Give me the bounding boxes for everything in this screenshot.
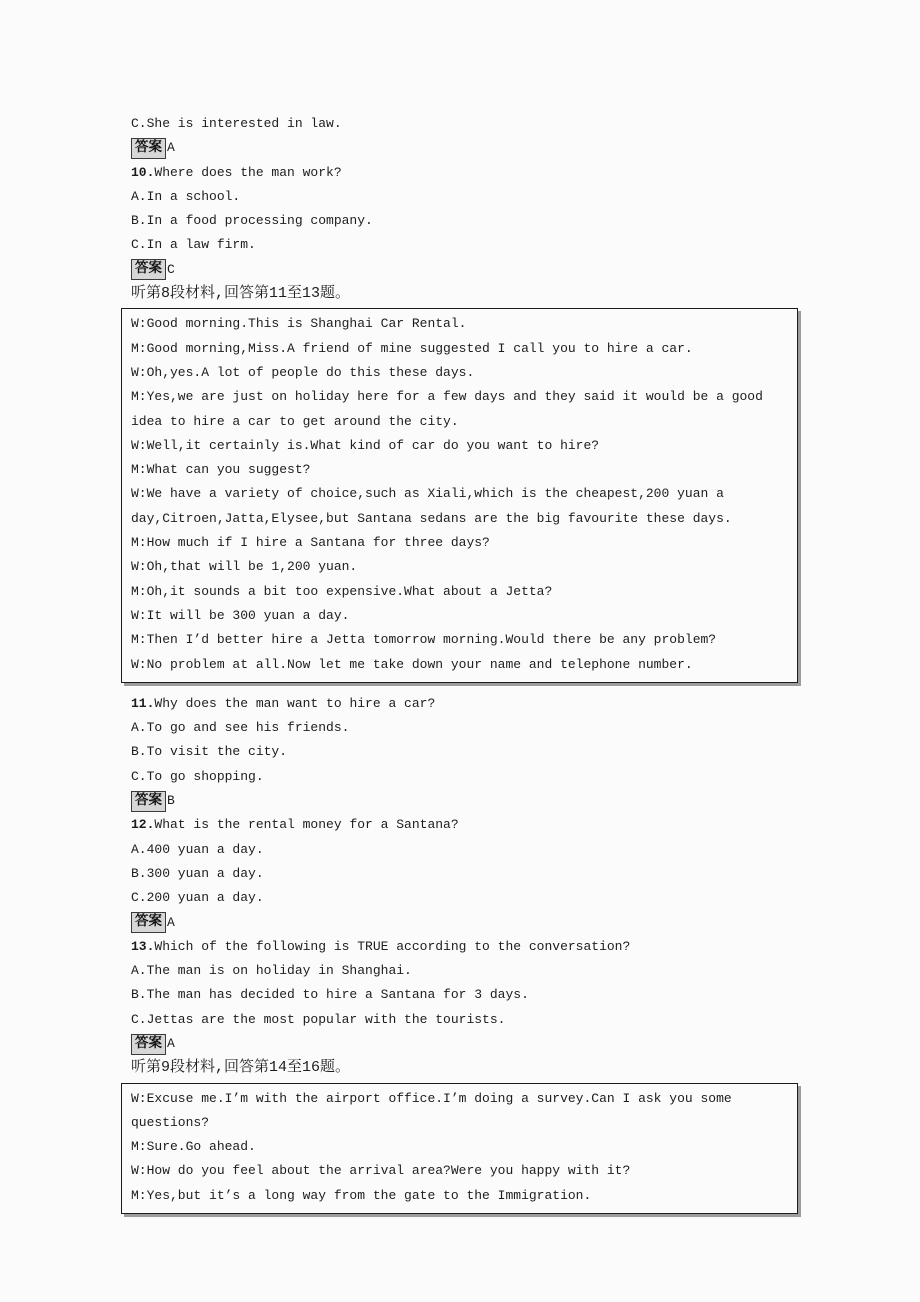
transcript-line: M:Sure.Go ahead. — [131, 1139, 256, 1155]
answer-row — [121, 1032, 811, 1056]
answer-badge: 答案 — [131, 138, 166, 159]
option-line: B.The man has decided to hire a Santana for 3 days. — [131, 987, 529, 1003]
option-line: C.She is interested in law. — [131, 116, 342, 131]
option-line: C.Jettas are the most popular with the tourists. — [131, 1011, 506, 1027]
answer-row — [121, 258, 811, 282]
transcript-line: W:Excuse me.I’m with the airport office.I’m doing a survey.Can I ask you some questions? — [131, 1090, 732, 1130]
transcript-line: M:Then I’d better hire a Jetta tomorrow morning.Would there be any problem? — [131, 632, 717, 648]
option-line: C.To go shopping. — [131, 768, 264, 784]
transcript-line: M:What can you suggest? — [131, 462, 311, 478]
transcript-line: M:Good morning,Miss.A friend of mine suggested I call you to hire a car. — [131, 340, 693, 356]
option-line: C.In a law firm. — [131, 237, 256, 253]
transcript-line: W:We have a variety of choice,such as Xiali,which is the cheapest,200 yuan a day,Citroen,Jatta,Elysee,but Santana sedans are the big favourite these days. — [131, 486, 732, 526]
transcript-line: M:How much if I hire a Santana for three days? — [131, 535, 490, 551]
question-number: 12. — [131, 817, 155, 833]
answer-badge: 答案 — [131, 1034, 166, 1055]
answer-letter: A — [167, 914, 175, 930]
option-line: C.200 yuan a day. — [131, 890, 264, 906]
transcript-line: W:Oh,yes.A lot of people do this these days. — [131, 364, 475, 380]
option-line: B.To visit the city. — [131, 744, 288, 760]
question-number: 13. — [131, 938, 155, 954]
transcript-line: W:No problem at all.Now let me take down your name and telephone number. — [131, 656, 693, 672]
transcript-line: W:How do you feel about the arrival area?Were you happy with it? — [131, 1163, 631, 1179]
question-number: 10. — [131, 164, 155, 180]
answer-letter: B — [167, 793, 175, 809]
question-12-title — [121, 813, 811, 837]
question-text: Which of the following is TRUE according to the conversation? — [154, 938, 631, 954]
option-line: A.To go and see his friends. — [131, 720, 350, 736]
question-text: Why does the man want to hire a car? — [154, 695, 436, 711]
answer-row — [121, 789, 811, 813]
option-line: A.400 yuan a day. — [131, 841, 264, 857]
transcript-line: W:Well,it certainly is.What kind of car do you want to hire? — [131, 437, 600, 453]
answer-letter: A — [167, 140, 175, 156]
question-text: Where does the man work? — [154, 164, 342, 180]
question-13-title — [121, 935, 811, 959]
question-10-title — [121, 161, 811, 185]
option-line: B.300 yuan a day. — [131, 865, 264, 881]
option-line: A.The man is on holiday in Shanghai. — [131, 963, 412, 979]
transcript-line: M:Yes,but it’s a long way from the gate to the Immigration. — [131, 1187, 592, 1203]
transcript-line: M:Yes,we are just on holiday here for a few days and they said it would be a good idea to hire a car to get around the city. — [131, 389, 763, 429]
transcript-line: W:Oh,that will be 1,200 yuan. — [131, 559, 358, 575]
answer-badge: 答案 — [131, 259, 166, 280]
question-number: 11. — [131, 695, 155, 711]
answer-letter: A — [167, 1035, 175, 1051]
answer-badge: 答案 — [131, 791, 166, 812]
answer-row — [121, 136, 811, 160]
section-instruction-9: 听第9段材料,回答第14至16题。 — [131, 1059, 351, 1077]
answer-letter: C — [167, 261, 175, 277]
transcript-line: W:It will be 300 yuan a day. — [131, 607, 350, 623]
question-11-title — [121, 692, 811, 716]
transcript-line: M:Oh,it sounds a bit too expensive.What about a Jetta? — [131, 583, 553, 599]
transcript-line: W:Good morning.This is Shanghai Car Rental. — [131, 316, 467, 332]
answer-badge: 答案 — [131, 912, 166, 933]
transcript-box-8 — [121, 308, 798, 682]
section-instruction-8: 听第8段材料,回答第11至13题。 — [131, 285, 351, 303]
option-line: A.In a school. — [131, 188, 241, 204]
transcript-box-9 — [121, 1083, 798, 1214]
answer-row — [121, 911, 811, 935]
option-line: B.In a food processing company. — [131, 213, 373, 229]
question-text: What is the rental money for a Santana? — [154, 817, 459, 833]
